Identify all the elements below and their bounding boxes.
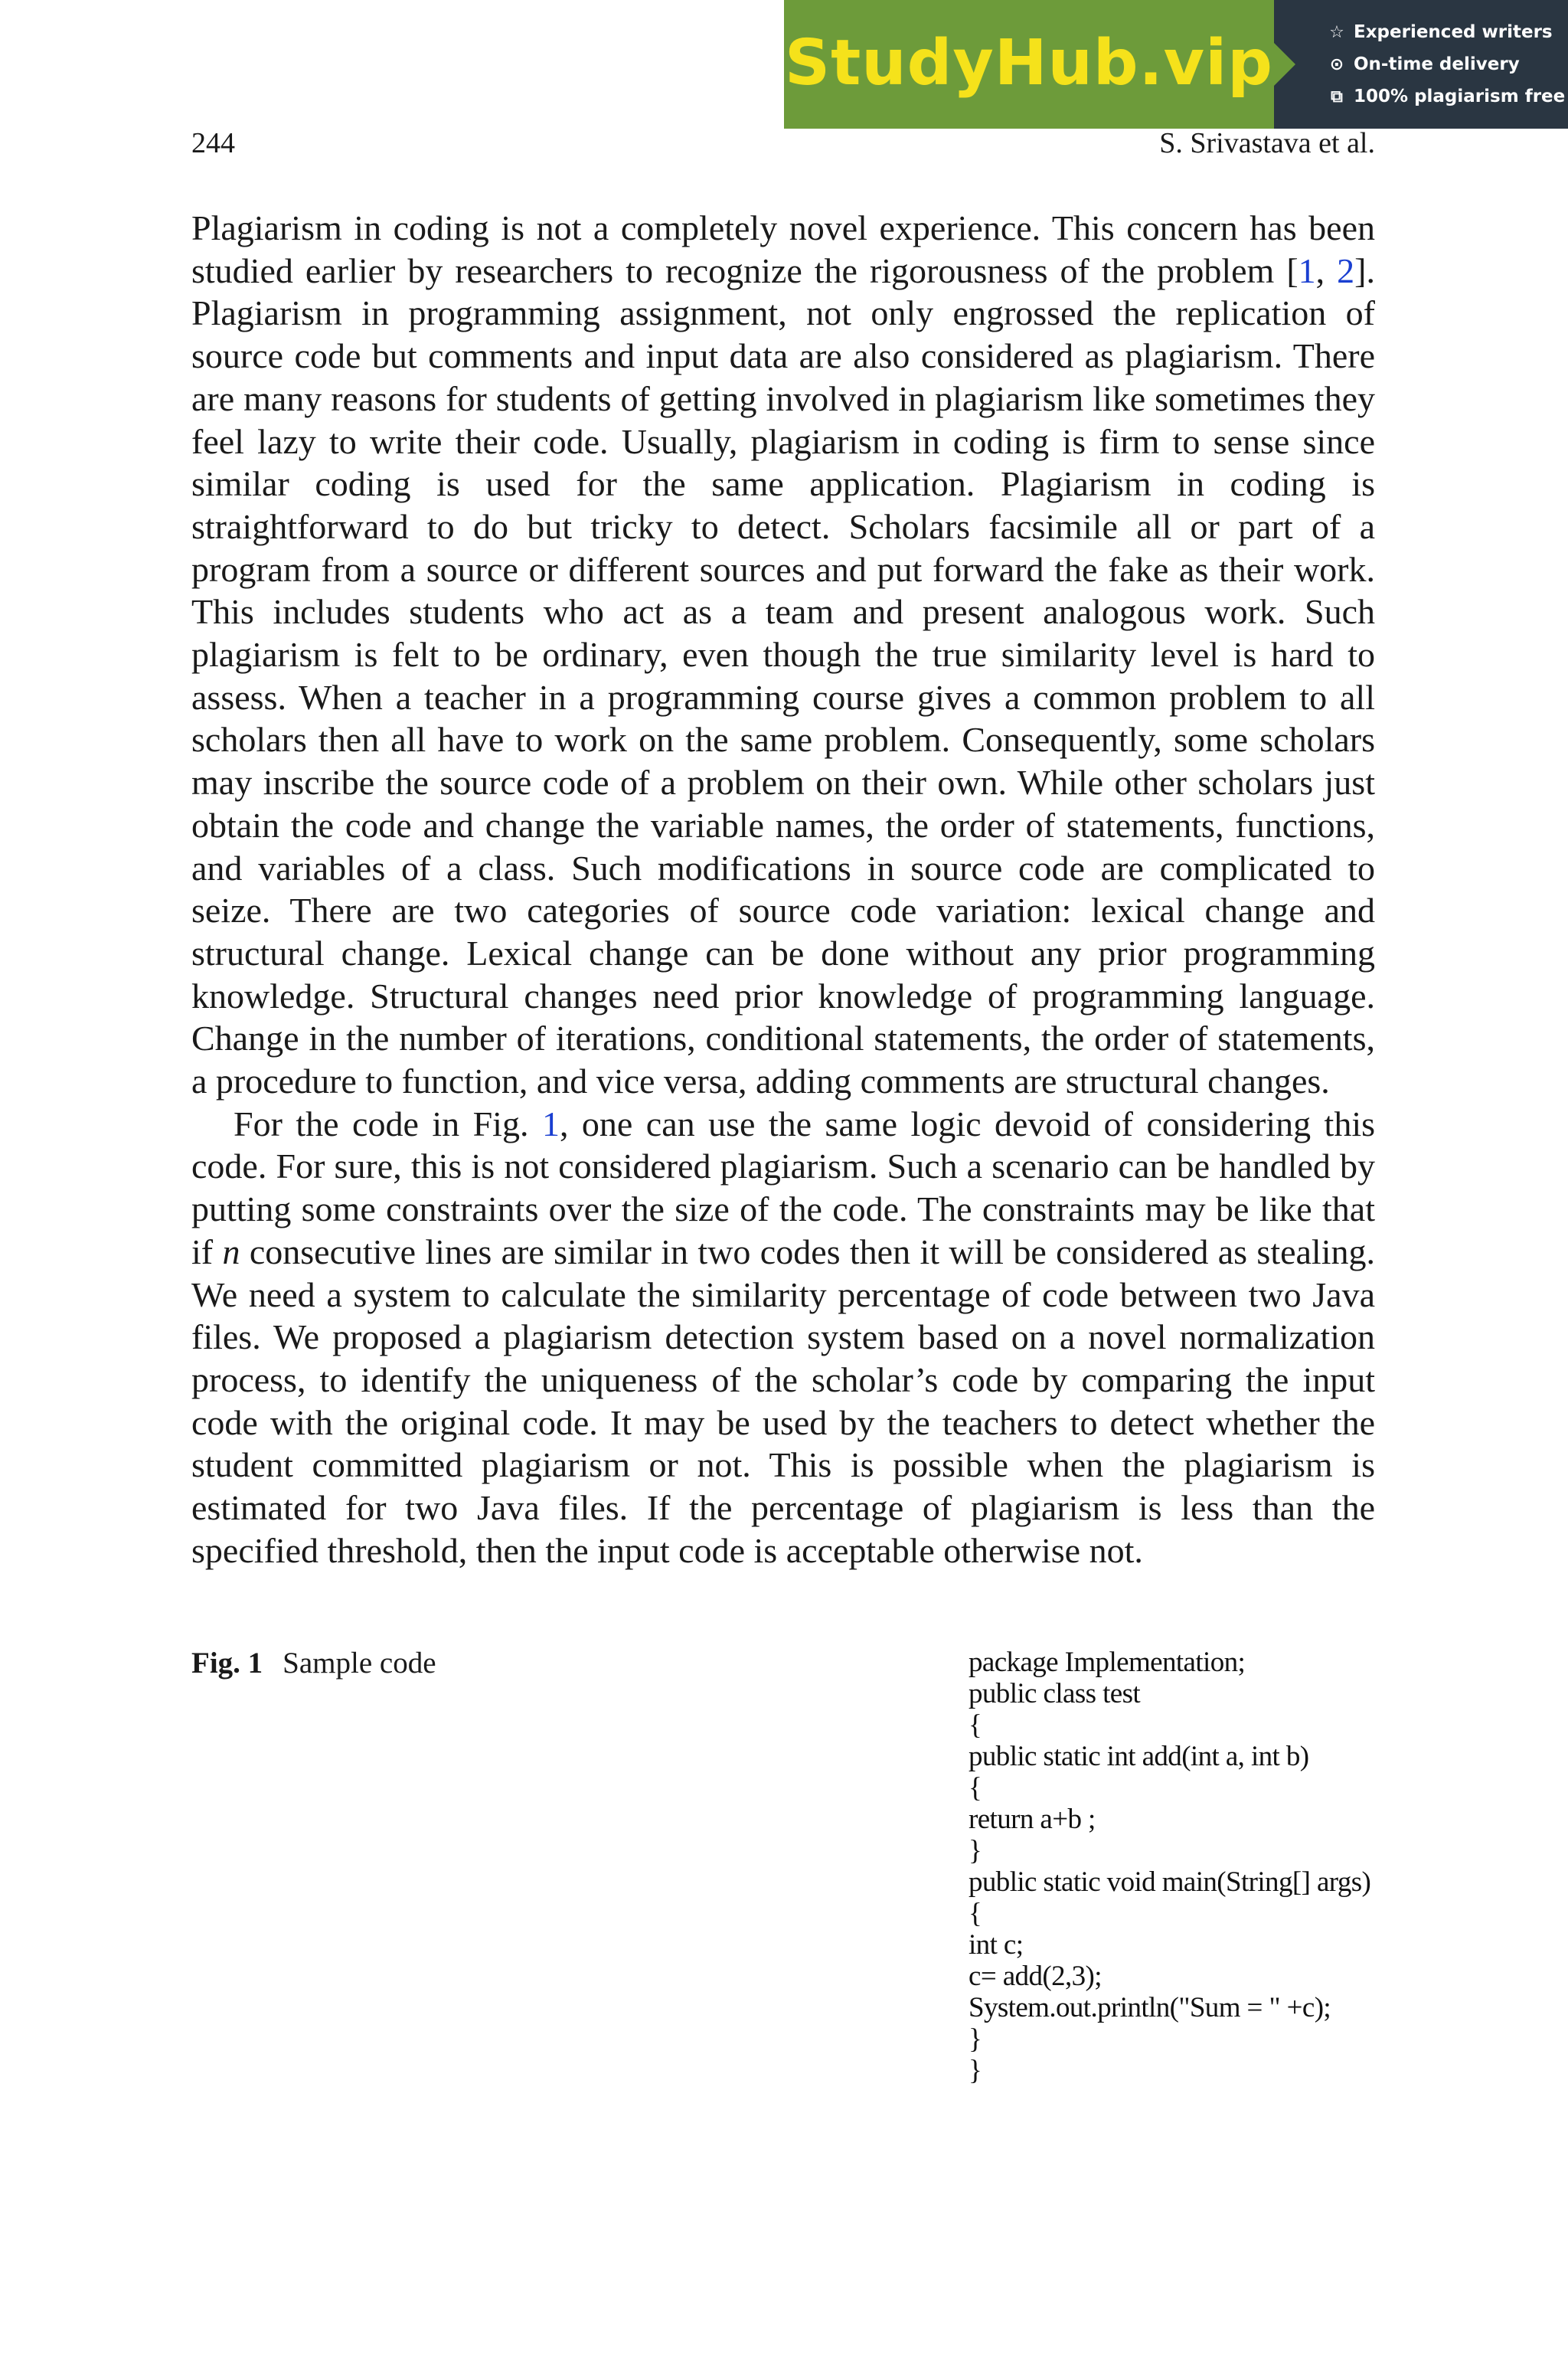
banner-features bbox=[1274, 0, 1568, 129]
running-head: S. Srivastava et al. bbox=[1159, 127, 1375, 159]
code-line: System.out.println("Sum = " +c); bbox=[969, 1992, 1331, 2023]
code-figure bbox=[969, 1647, 1397, 2086]
code-line: { bbox=[969, 1709, 982, 1741]
feature-on-time-delivery bbox=[1328, 51, 1568, 77]
feature-label: 100% plagiarism free bbox=[1354, 87, 1566, 106]
text-run: consecutive lines are similar in two codes then it will be considered as stealing. We need a system to calculate the similarity percentage of code between two Java files. We proposed a plagiarism detection system based on a novel normalization process, to identify the uniqueness of the scholar’s code by comparing the input code with the original code. It may be used by the teachers to detect whether the student committed plagiarism or not. This is possible when the plagiarism is estimated for two Java files. If the percentage of plagiarism is less than the specified threshold, then the input code is acceptable otherwise not. bbox=[191, 1232, 1375, 1570]
code-line: public static int add(int a, int b) bbox=[969, 1741, 1309, 1772]
text-run: , bbox=[1315, 250, 1338, 290]
code-line: int c; bbox=[969, 1929, 1024, 1961]
paragraph-1 bbox=[191, 207, 1375, 1103]
code-line: c= add(2,3); bbox=[969, 1961, 1102, 1992]
code-line: { bbox=[969, 1898, 982, 1929]
copy-icon: ⧉ bbox=[1331, 87, 1343, 106]
citation-link-1[interactable]: 1 bbox=[1298, 250, 1316, 290]
feature-experienced-writers bbox=[1328, 19, 1568, 45]
code-line: } bbox=[969, 1835, 982, 1866]
code-line: { bbox=[969, 1772, 982, 1804]
ad-banner[interactable] bbox=[784, 0, 1568, 129]
studyhub-logo[interactable] bbox=[784, 0, 1274, 129]
text-run: ]. Plagiarism in programming assignment, not only engrossed the replication of source code but comments and input data are also considered as plagiarism. There are many reasons for students of getting involved in plagiarism like sometimes they feel lazy to write their code. Usually, plagiarism in coding is firm to sense since similar coding is used for the same application. Plagiarism in coding is straightforward to do but tricky to detect. Scholars facsimile all or part of a program from a source or different sources and put forward the fake as their work. This includes students who act as a team and present analogous work. Such plagiarism is felt to be ordinary, even though the true similarity level is hard to assess. When a teacher in a programming course gives a common problem to all scholars then all have to work on the same problem. Consequently, some scholars may inscribe the source code of a problem on their own. While other scholars just obtain the code and change the variable names, the order of statements, functions, and variables of a class. Such modifications in source code are complicated to seize. There are two categories of source code variation: lexical change and structural change. Lexical change can be done without any prior programming knowledge. Structural changes need prior knowledge of programming language. Change in the number of iterations, conditional statements, the order of statements, a procedure to function, and vice versa, adding comments are structural changes. bbox=[191, 250, 1375, 1101]
variable-n: n bbox=[222, 1232, 240, 1271]
code-line: return a+b ; bbox=[969, 1804, 1096, 1835]
clock-icon: ⊙ bbox=[1329, 54, 1344, 74]
code-line: package Implementation; bbox=[969, 1647, 1246, 1678]
page-number: 244 bbox=[191, 127, 235, 159]
code-line: public static void main(String[] args) bbox=[969, 1866, 1371, 1898]
figure-caption-text: Sample code bbox=[283, 1647, 436, 1680]
feature-label: On-time delivery bbox=[1354, 54, 1520, 74]
banner-arrow-notch bbox=[1274, 43, 1295, 86]
figure-link-1[interactable]: 1 bbox=[541, 1104, 560, 1143]
code-line: } bbox=[969, 2055, 982, 2086]
logo-text: StudyHub.vip bbox=[785, 26, 1273, 100]
feature-label: Experienced writers bbox=[1354, 22, 1553, 42]
text-run: For the code in Fig. bbox=[234, 1104, 542, 1143]
code-line: } bbox=[969, 2023, 982, 2055]
star-icon: ☆ bbox=[1329, 22, 1344, 42]
code-line: public class test bbox=[969, 1678, 1141, 1709]
text-run: Plagiarism in coding is not a completely novel experience. This concern has been studied earlier by researchers to recognize the rigorousness of the problem [ bbox=[191, 208, 1375, 290]
paragraph-2 bbox=[191, 1103, 1375, 1572]
citation-link-2[interactable]: 2 bbox=[1337, 250, 1355, 290]
figure-caption bbox=[191, 1645, 436, 1682]
text-run: , one can use the same logic devoid of considering this code. For sure, this is not considered plagiarism. Such a scenario can be handled by putting some constraints over the size of the code. The constraints may be like that if bbox=[191, 1104, 1375, 1271]
body-text bbox=[191, 207, 1375, 1572]
feature-plagiarism-free bbox=[1328, 83, 1568, 110]
figure-label: Fig. 1 bbox=[191, 1647, 263, 1680]
